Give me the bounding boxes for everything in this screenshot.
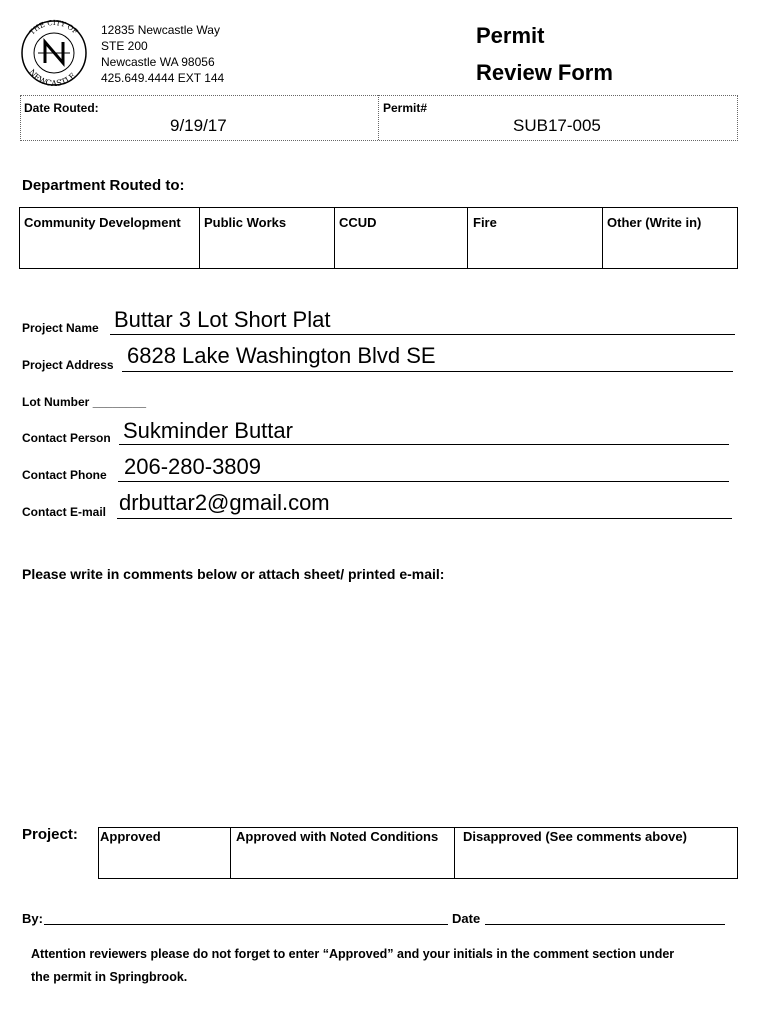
dept-other[interactable]: Other (Write in) xyxy=(607,215,702,230)
dept-fire[interactable]: Fire xyxy=(473,215,497,230)
decision-label: Project: xyxy=(22,826,78,843)
address-line-1: 12835 Newcastle Way xyxy=(101,23,220,37)
decision-divider-1 xyxy=(230,827,231,878)
by-signature-line[interactable] xyxy=(44,924,448,925)
permit-number-label: Permit# xyxy=(383,101,428,115)
footer-note-line-1: Attention reviewers please do not forget to enter “Approved” and your initials in the comment section under xyxy=(31,947,675,961)
dept-divider-2 xyxy=(334,207,335,268)
date-routed-label: Date Routed: xyxy=(24,101,99,115)
dept-community-development[interactable]: Community Development xyxy=(24,215,181,230)
dept-public-works[interactable]: Public Works xyxy=(204,215,287,230)
date-routed-value[interactable]: 9/19/17 xyxy=(170,116,227,135)
logo-top-text: THE CITY OF xyxy=(28,18,80,37)
logo-bottom-text: NEWCASTLE xyxy=(26,67,78,88)
address-line-4: 425.649.4444 EXT 144 xyxy=(101,71,225,85)
address-line-2: STE 200 xyxy=(101,39,148,53)
decision-approved[interactable]: Approved xyxy=(100,829,161,844)
project-name-value[interactable]: Buttar 3 Lot Short Plat xyxy=(114,307,331,332)
contact-person-value[interactable]: Sukminder Buttar xyxy=(123,418,293,443)
lot-number-blank[interactable]: ________ xyxy=(92,395,147,409)
svg-text:THE CITY OF xyxy=(28,19,79,37)
routing-box xyxy=(20,95,738,141)
department-heading: Department Routed to: xyxy=(22,177,185,194)
lot-number-label-text: Lot Number xyxy=(22,395,90,409)
signoff-date-line[interactable] xyxy=(485,924,725,925)
contact-phone-label: Contact Phone xyxy=(22,468,107,482)
project-address-label: Project Address xyxy=(22,358,114,372)
routing-divider xyxy=(378,95,379,140)
comments-heading: Please write in comments below or attach sheet/ printed e-mail: xyxy=(22,566,445,582)
project-address-value[interactable]: 6828 Lake Washington Blvd SE xyxy=(127,343,436,368)
project-name-label: Project Name xyxy=(22,321,99,335)
contact-email-value[interactable]: drbuttar2@gmail.com xyxy=(119,490,330,515)
decision-approved-with-conditions[interactable]: Approved with Noted Conditions xyxy=(236,829,439,844)
city-logo xyxy=(14,18,94,88)
project-address-line xyxy=(122,371,733,372)
contact-phone-line xyxy=(118,481,729,482)
form-title-line-2: Review Form xyxy=(476,60,613,85)
decision-disapproved[interactable]: Disapproved (See comments above) xyxy=(463,829,687,844)
contact-phone-value[interactable]: 206-280-3809 xyxy=(124,454,262,479)
address-line-3: Newcastle WA 98056 xyxy=(101,55,215,69)
dept-divider-1 xyxy=(199,207,200,268)
dept-ccud[interactable]: CCUD xyxy=(339,215,377,230)
lot-number-label xyxy=(22,395,146,409)
contact-person-label: Contact Person xyxy=(22,431,111,445)
contact-email-label: Contact E-mail xyxy=(22,505,107,519)
comments-area[interactable] xyxy=(20,592,736,812)
address-block xyxy=(101,22,224,86)
form-title-line-1: Permit xyxy=(476,23,545,48)
permit-number-value[interactable]: SUB17-005 xyxy=(513,116,601,135)
svg-text:NEWCASTLE xyxy=(27,68,78,88)
decision-divider-2 xyxy=(454,827,455,878)
footer-note-line-2: the permit in Springbrook. xyxy=(31,970,188,984)
contact-email-line xyxy=(117,518,732,519)
project-name-line xyxy=(110,334,735,335)
signoff-date-label: Date xyxy=(452,911,481,926)
contact-person-line xyxy=(119,444,729,445)
city-seal-icon xyxy=(14,18,94,88)
dept-divider-4 xyxy=(602,207,603,268)
by-label: By: xyxy=(22,911,43,926)
dept-divider-3 xyxy=(467,207,468,268)
